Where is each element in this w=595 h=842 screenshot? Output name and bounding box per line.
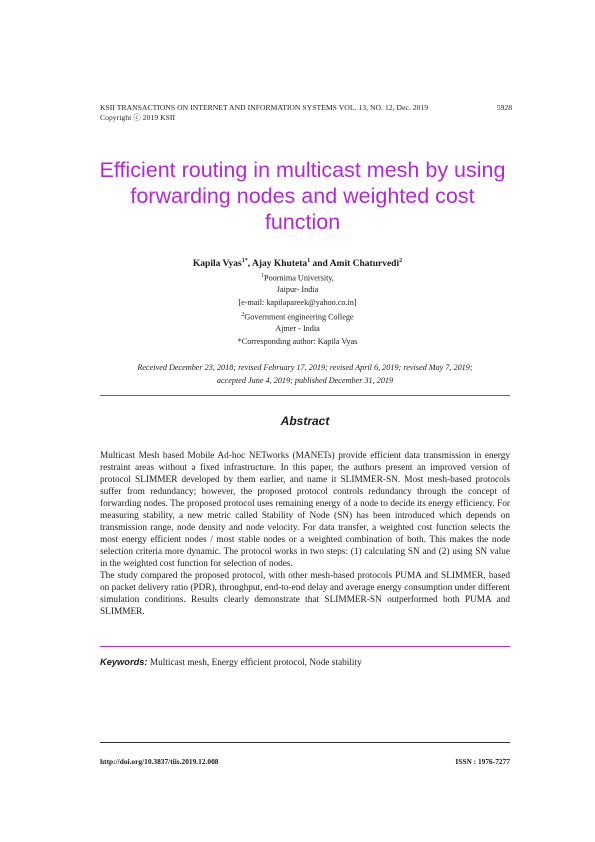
author-superscript: 1* [241,258,248,264]
keywords [100,657,362,668]
author-superscript: 2 [399,258,403,264]
copyright-line: Copyright ⓒ 2019 KSII [100,113,176,122]
received-line: accepted June 4, 2019; published December 31, 2019 [216,375,394,385]
affiliation-text: Government engineering College [244,312,354,322]
page-number: 5928 [496,103,512,112]
journal-line: KSII TRANSACTIONS ON INTERNET AND INFORMATION SYSTEMS VOL. 13, NO. 12, Dec. 2019 [100,103,429,112]
doi-link[interactable]: http://doi.org/10.3837/tiis.2019.12.008 [100,757,219,766]
abstract-body [100,450,510,618]
title-line: Efficient routing in multicast mesh by using [99,158,506,182]
keywords-label: Keywords: [100,657,148,667]
author-list [0,258,595,269]
received-line: Received December 23, 2018; revised February 17, 2019; revised April 6, 2019; revised May 7, 2019; [137,363,473,372]
received-dates [100,362,510,387]
author-name: Amit Chaturvedi [329,259,400,270]
abstract-heading: Abstract [280,414,330,428]
title-line: function [264,210,341,234]
author-superscript: 1 [307,258,311,264]
abstract-paragraph: The study compared the proposed protocol, with other mesh-based protocols PUMA and SLIMMER, based on packet delivery ratio (PDR), throughput, end-to-end delay and average energy consumption under different simulation conditions. Results clearly demonstrate that SLIMMER-SN outperformed both PUMA and SLIMMER. [100,571,510,617]
author-name: Kapila Vyas [192,259,242,270]
author-name: Ajay Khuteta [251,259,308,270]
bottom-divider [100,646,510,647]
affiliation-text: Poornima University, [264,273,334,283]
affiliation-2-city: Ajmer - India [275,324,320,333]
affiliation-1-email: [e-mail: kapilapareek@yahoo.co.in] [238,298,357,307]
author-separator: , [247,259,252,270]
affiliation-superscript: 1 [261,273,265,279]
affiliation-1-city: Jaipur- India [276,285,319,294]
top-divider [100,395,510,396]
paper-title [90,157,515,235]
keywords-text: Multicast mesh, Energy efficient protocol, Node stability [147,658,362,668]
issn: ISSN : 1976-7277 [455,757,510,766]
corresponding-author: *Corresponding author: Kapila Vyas [237,337,358,346]
affiliation-superscript: 2 [241,312,245,318]
title-line: forwarding nodes and weighted cost [130,184,475,208]
running-head [100,103,428,123]
footer-divider [100,742,510,743]
abstract-paragraph: Multicast Mesh based Mobile Ad-hoc NETworks (MANETs) provide efficient data transmission in energy restraint areas without a fixed infrastructure. In this paper, the authors present an improved version of protocol SLIMMER developed by them earlier, and name it SLIMMER-SN. Most mesh-based protocols suffer from redundancy; however, the proposed protocol controls redundancy through the concept of forwarding nodes. The proposed protocol uses remaining energy of a node to decide its energy efficiency. For measuring stability, a new metric called Stability of Node (SN) has been introduced which depends on transmission range, node density and node velocity. For data transfer, a weighted cost function selects the most energy efficient nodes / most stable nodes or a weighted combination of both. This makes the node selection criteria more dynamic. The protocol works in two steps: (1) calculating SN and (2) using SN value in the weighted cost function for selection of nodes. [100,451,510,569]
author-separator: and [310,259,330,270]
